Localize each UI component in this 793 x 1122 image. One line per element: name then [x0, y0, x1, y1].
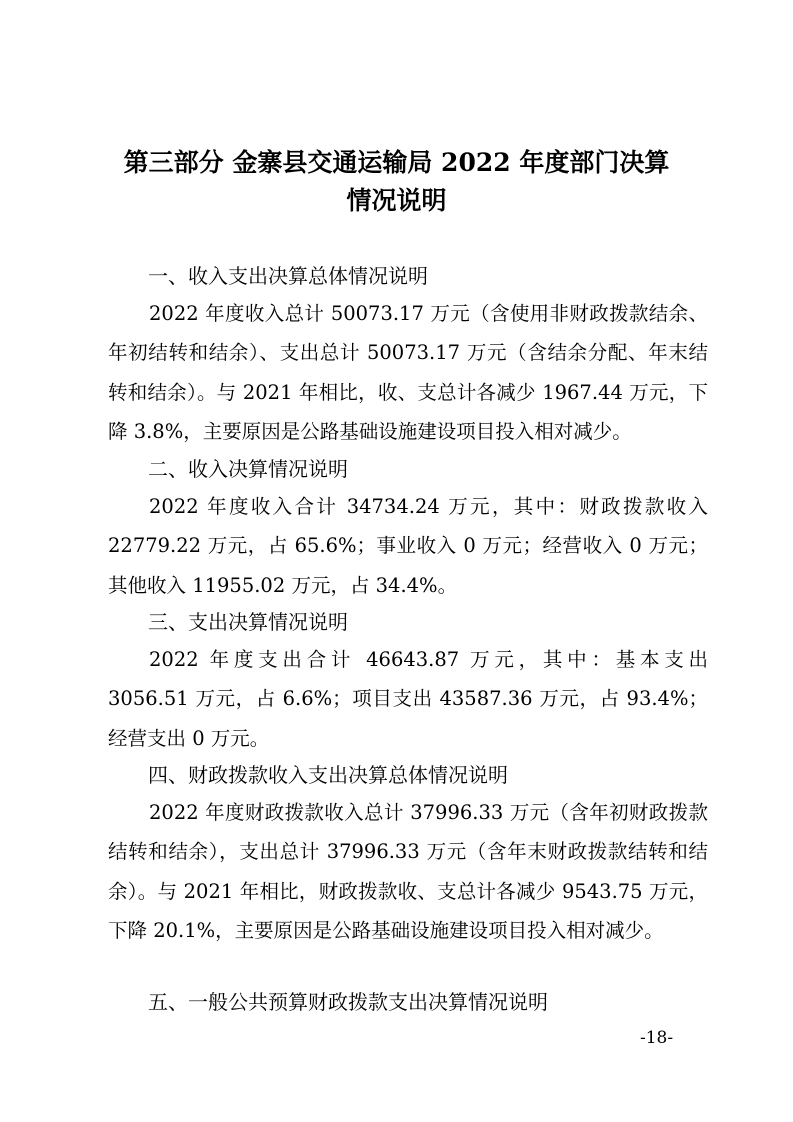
- section-heading-5: 五、一般公共预算财政拨款支出决算情况说明: [148, 990, 548, 1014]
- section-heading-4: 四、财政拨款收入支出决算总体情况说明: [148, 763, 508, 787]
- section-body-1: 2022 年度收入总计 50073.17 万元（含使用非财政拨款结余、年初结转和结余）、支出总计 50073.17 万元（含结余分配、年末结转和结余）。与 2021 年相比，收、支总计各减少 1967.44 万元，下降 3.8%，主要原因是公路基础设施建设项目投入相对减少。: [108, 302, 708, 443]
- section-heading-1: 一、收入支出决算总体情况说明: [148, 264, 428, 288]
- page-number: -18-: [640, 1028, 674, 1048]
- section-body-2: 2022 年度收入合计 34734.24 万元，其中：财政拨款收入 22779.22 万元，占 65.6%；事业收入 0 万元；经营收入 0 万元；其他收入 11955.02 万元，占 34.4%。: [108, 495, 708, 597]
- document-title-continued: 情况说明: [346, 186, 447, 215]
- section-body-3: 2022 年度支出合计 46643.87 万元，其中：基本支出 3056.51 万元，占 6.6%；项目支出 43587.36 万元，占 93.4%；经营支出 0 万元。: [108, 648, 708, 750]
- section-heading-2: 二、收入决算情况说明: [148, 457, 348, 481]
- document-title: 第三部分 金寨县交通运输局 2022 年度部门决算: [123, 148, 670, 177]
- section-heading-3: 三、支出决算情况说明: [148, 610, 348, 634]
- section-body-4: 2022 年度财政拨款收入总计 37996.33 万元（含年初财政拨款结转和结余），支出总计 37996.33 万元（含年末财政拨款结转和结余）。与 2021 年相比，财政拨款收、支总计各减少 9543.75 万元，下降 20.1%，主要原因是公路基础设施建设项目投入相对减少。: [108, 801, 708, 942]
